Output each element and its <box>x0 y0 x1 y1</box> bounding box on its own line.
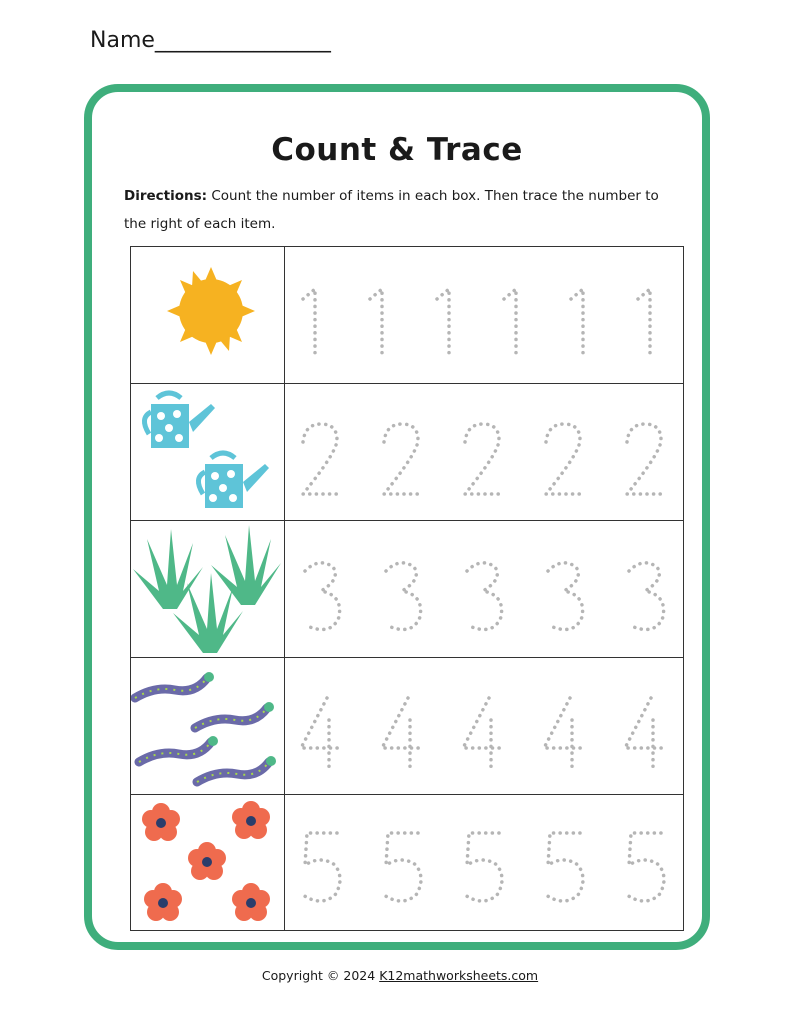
name-blank: ________________ <box>154 28 331 53</box>
caterpillar-icon <box>135 672 276 782</box>
name-label: Name <box>90 28 155 53</box>
row-2 <box>131 384 683 521</box>
row-4 <box>131 658 683 795</box>
traceable-digit-2[interactable] <box>303 424 665 494</box>
count-box-1 <box>131 247 285 383</box>
trace-area-3[interactable] <box>285 521 683 657</box>
count-trace-grid <box>130 246 684 931</box>
watering-can-icon <box>144 393 269 508</box>
count-box-2 <box>131 384 285 520</box>
worksheet-title: Count & Trace <box>271 132 523 168</box>
aloe-plant-icon <box>133 525 281 653</box>
trace-area-4[interactable] <box>285 658 683 794</box>
site-link[interactable]: K12mathworksheets.com <box>379 968 539 983</box>
traceable-digit-1[interactable] <box>303 289 650 357</box>
count-box-3 <box>131 521 285 657</box>
trace-area-1[interactable] <box>285 247 683 383</box>
row-3 <box>131 521 683 658</box>
directions-label: Directions: <box>124 188 208 204</box>
traceable-digit-3[interactable] <box>305 563 664 630</box>
worksheet-frame <box>84 84 710 950</box>
count-box-5 <box>131 795 285 930</box>
row-1 <box>131 247 683 384</box>
traceable-digit-4[interactable] <box>301 698 663 768</box>
count-box-4 <box>131 658 285 794</box>
name-field[interactable] <box>90 28 331 53</box>
footer <box>0 968 800 983</box>
row-5 <box>131 795 683 930</box>
copyright-text: Copyright © 2024 <box>261 968 380 983</box>
traceable-digit-5[interactable] <box>303 833 664 901</box>
trace-area-2[interactable] <box>285 384 683 520</box>
directions-text: Count the number of items in each box. Then trace the number to the right of each item. <box>124 188 659 232</box>
trace-area-5[interactable] <box>285 795 683 930</box>
red-flower-icon <box>142 801 270 921</box>
sun-icon <box>167 267 255 355</box>
directions <box>124 182 662 238</box>
